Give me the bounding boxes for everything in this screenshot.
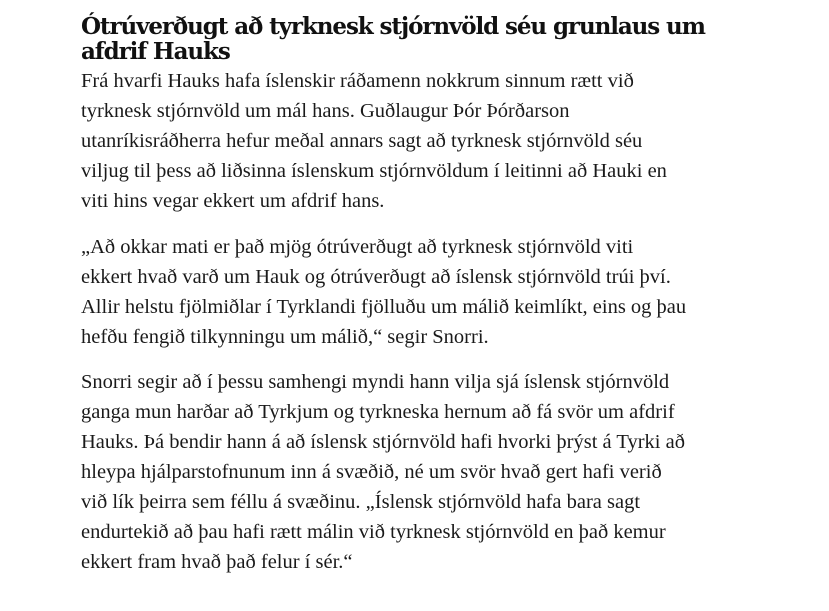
article-paragraph-3: Snorri segir að í þessu samhengi myndi hann vilja sjá íslensk stjórnvöld ganga mun harðar að Tyrkjum og tyrkneska hernum að fá svör um afdrif Hauks. Þá bendir hann á að íslensk stjórnvöld hafi hvorki þrýst á Tyrki að hleypa hjálparstofnunum inn á svæðið, né um svör hvað gert hafi verið við lík þeirra sem féllu á svæðinu. „Íslensk stjórnvöld hafa bara sagt endurtekið að þau hafi rætt málin við tyrknesk stjórnvöld en það kemur ekkert fram hvað það felur í sér.“ [81, 371, 685, 573]
article-paragraph-1: Frá hvarfi Hauks hafa íslenskir ráðamenn nokkrum sinnum rætt við tyrknesk stjórnvöld um mál hans. Guðlaugur Þór Þórðarson utanríkisráðherra hefur meðal annars sagt að tyrknesk stjórnvöld séu viljug til þess að liðsinna íslenskum stjórnvöldum í leitinni að Hauki en viti hins vegar ekkert um afdrif hans. [81, 70, 667, 212]
article-paragraph-2: „Að okkar mati er það mjög ótrúverðugt að tyrknesk stjórnvöld viti ekkert hvað varð um Hauk og ótrúverðugt að íslensk stjórnvöld trúi því. Allir helstu fjölmiðlar í Tyrklandi fjölluðu um málið keimlíkt, eins og þau hefðu fengið tilkynningu um málið,“ segir Snorri. [81, 236, 687, 348]
article-headline: Ótrúverðugt að tyrknesk stjórnvöld séu grunlaus um afdrif Hauks [81, 13, 705, 65]
article [81, 14, 793, 577]
